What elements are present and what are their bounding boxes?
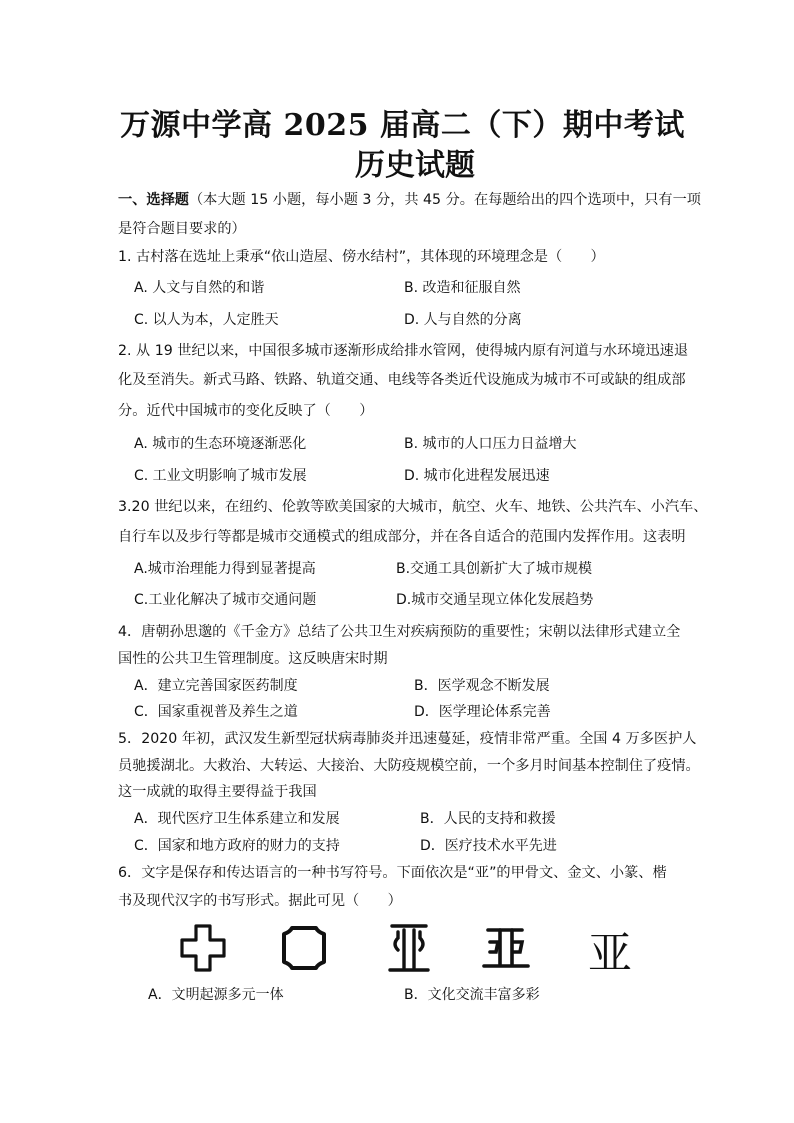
- section-instruction-text: （本大题 15 小题，每小题 3 分，共 45 分。在每题给出的四个选项中，只有一项: [188, 192, 701, 208]
- q2-stem-line1: 2. 从 19 世纪以来，中国很多城市逐渐形成给排水管网，使得城内原有河道与水环境迅速退: [118, 343, 689, 359]
- q2-option-b: B. 城市的人口压力日益增大: [404, 436, 577, 452]
- q5-stem-line2: 员驰援湖北。大救治、大转运、大接治、大防疫规模空前，一个多月时间基本控制住了疫情。: [118, 758, 700, 774]
- ya-regular-script-glyph: [484, 930, 528, 966]
- q1-option-a: A. 人文与自然的和谐: [134, 280, 265, 296]
- section-heading: 一、选择题: [118, 192, 189, 208]
- ya-character-forms: [170, 918, 650, 978]
- q5-option-a: A．现代医疗卫生体系建立和发展: [134, 811, 340, 827]
- q5-option-c: C．国家和地方政府的财力的支持: [134, 838, 340, 854]
- q5-stem-line1: 5．2020 年初，武汉发生新型冠状病毒肺炎并迅速蔓延，疫情非常严重。全国 4 万多医护人: [118, 731, 697, 747]
- q4-stem-line1: 4．唐朝孙思邈的《千金方》总结了公共卫生对疾病预防的重要性；宋朝以法律形式建立全: [118, 624, 681, 640]
- q6-option-b: B．文化交流丰富多彩: [404, 987, 540, 1003]
- q3-option-d: D.城市交通呈现立体化发展趋势: [396, 592, 594, 608]
- exam-subtitle: 历史试题: [355, 148, 475, 183]
- q3-option-b: B.交通工具创新扩大了城市规模: [396, 561, 593, 577]
- exam-title: 万源中学高 2025 届高二（下）期中考试: [120, 108, 685, 143]
- q6-stem-line2: 书及现代汉字的书写形式。据此可见（ ）: [118, 893, 402, 909]
- q1-option-c: C. 以人为本，人定胜天: [134, 312, 279, 328]
- q6-stem-line1: 6．文字是保存和传达语言的一种书写符号。下面依次是“亚”的甲骨文、金文、小篆、楷: [118, 865, 667, 881]
- section-instructions: [118, 193, 701, 207]
- q1-option-d: D. 人与自然的分离: [404, 312, 522, 328]
- q6-option-a: A．文明起源多元一体: [148, 987, 284, 1003]
- q1-option-b: B. 改造和征服自然: [404, 280, 521, 296]
- q3-option-c: C.工业化解决了城市交通问题: [134, 592, 317, 608]
- q2-stem-line3: 分。近代中国城市的变化反映了（ ）: [118, 403, 374, 419]
- q2-option-a: A. 城市的生态环境逐渐恶化: [134, 436, 307, 452]
- q2-stem-line2: 化及至消失。新式马路、铁路、轨道交通、电线等各类近代设施成为城市不可或缺的组成部: [118, 372, 686, 388]
- q5-stem-line3: 这一成就的取得主要得益于我国: [118, 784, 317, 800]
- q4-option-a: A．建立完善国家医药制度: [134, 678, 298, 694]
- q1-stem: 1. 古村落在选址上秉承“依山造屋、傍水结村”，其体现的环境理念是（ ）: [118, 249, 605, 265]
- ya-bronze-glyph: [284, 928, 324, 968]
- section-instruction-cont: 是符合题目要求的）: [118, 221, 246, 237]
- q2-option-d: D. 城市化进程发展迅速: [404, 468, 550, 484]
- q3-option-a: A.城市治理能力得到显著提高: [134, 561, 316, 577]
- q2-option-c: C. 工业文明影响了城市发展: [134, 468, 307, 484]
- q3-stem-line2: 自行车以及步行等都是城市交通模式的组成部分，并在各自适合的范围内发挥作用。这表明: [118, 529, 686, 545]
- q5-option-b: B．人民的支持和救援: [420, 811, 556, 827]
- ya-oracle-bone-glyph: [182, 926, 224, 970]
- q4-stem-line2: 国性的公共卫生管理制度。这反映唐宋时期: [118, 651, 388, 667]
- q3-stem-line1: 3.20 世纪以来，在纽约、伦敦等欧美国家的大城市，航空、火车、地铁、公共汽车、小汽车、: [118, 499, 708, 515]
- q4-option-b: B．医学观念不断发展: [414, 678, 550, 694]
- ya-modern-glyph: 亚: [588, 928, 632, 978]
- q5-option-d: D．医疗技术水平先进: [420, 838, 557, 854]
- q4-option-c: C．国家重视普及养生之道: [134, 704, 298, 720]
- ya-small-seal-glyph: [390, 926, 428, 970]
- q4-option-d: D．医学理论体系完善: [414, 704, 551, 720]
